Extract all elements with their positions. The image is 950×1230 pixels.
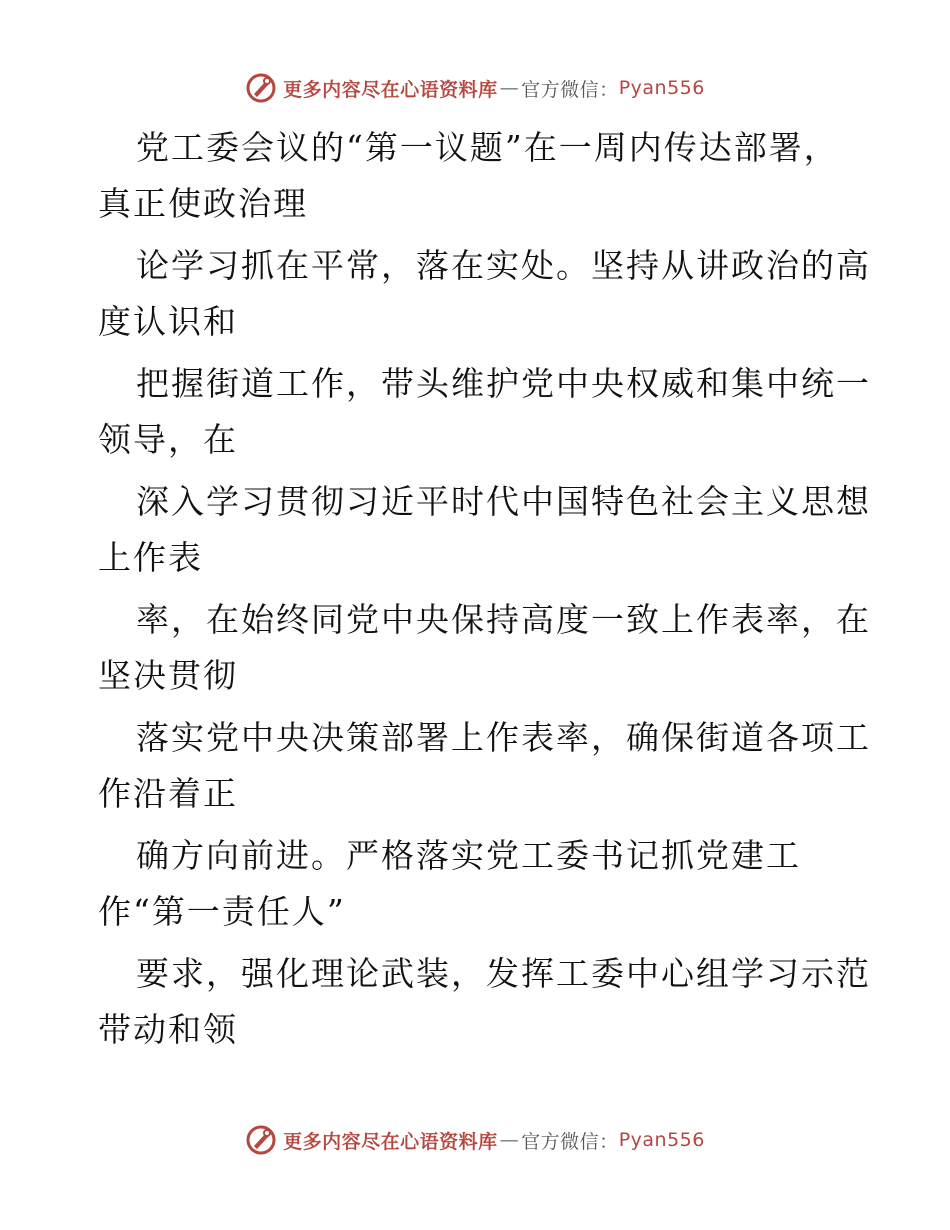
body-line: 上作表 <box>98 538 203 577</box>
watermark-separator: — <box>499 77 520 99</box>
body-line: 领导，在 <box>98 420 238 459</box>
body-line: 坚决贯彻 <box>98 656 238 695</box>
body-line: 作“第一责任人” <box>98 892 346 931</box>
body-line: 真正使政治理 <box>98 184 308 223</box>
watermark-contact-label: 官方微信： <box>521 78 619 101</box>
body-line: 作沿着正 <box>98 774 238 813</box>
watermark-text: 更多内容尽在心语资料库 <box>283 78 498 101</box>
footer-watermark <box>0 1124 950 1156</box>
body-line: 率，在始终同党中央保持高度一致上作表率，在 <box>136 600 871 639</box>
watermark-contact-id: Pyan556 <box>618 1129 705 1151</box>
header-watermark <box>0 72 950 104</box>
body-line: 落实党中央决策部署上作表率，确保街道各项工 <box>136 718 871 757</box>
pen-seal-icon <box>245 72 277 104</box>
body-line: 党工委会议的“第一议题”在一周内传达部署， <box>136 128 839 167</box>
watermark-contact-id: Pyan556 <box>618 77 705 99</box>
body-line: 把握街道工作，带头维护党中央权威和集中统一 <box>136 364 871 403</box>
body-line: 带动和领 <box>98 1010 238 1049</box>
watermark-text: 更多内容尽在心语资料库 <box>283 1130 498 1153</box>
body-line: 度认识和 <box>98 302 238 341</box>
document-body <box>98 120 871 1058</box>
body-line: 深入学习贯彻习近平时代中国特色社会主义思想 <box>136 482 871 521</box>
watermark-contact-label: 官方微信： <box>521 1130 619 1153</box>
body-line: 确方向前进。严格落实党工委书记抓党建工 <box>136 836 801 875</box>
watermark-separator: — <box>499 1129 520 1151</box>
pen-seal-icon <box>245 1124 277 1156</box>
body-line: 要求，强化理论武装，发挥工委中心组学习示范 <box>136 954 871 993</box>
body-line: 论学习抓在平常，落在实处。坚持从讲政治的高 <box>136 246 871 285</box>
